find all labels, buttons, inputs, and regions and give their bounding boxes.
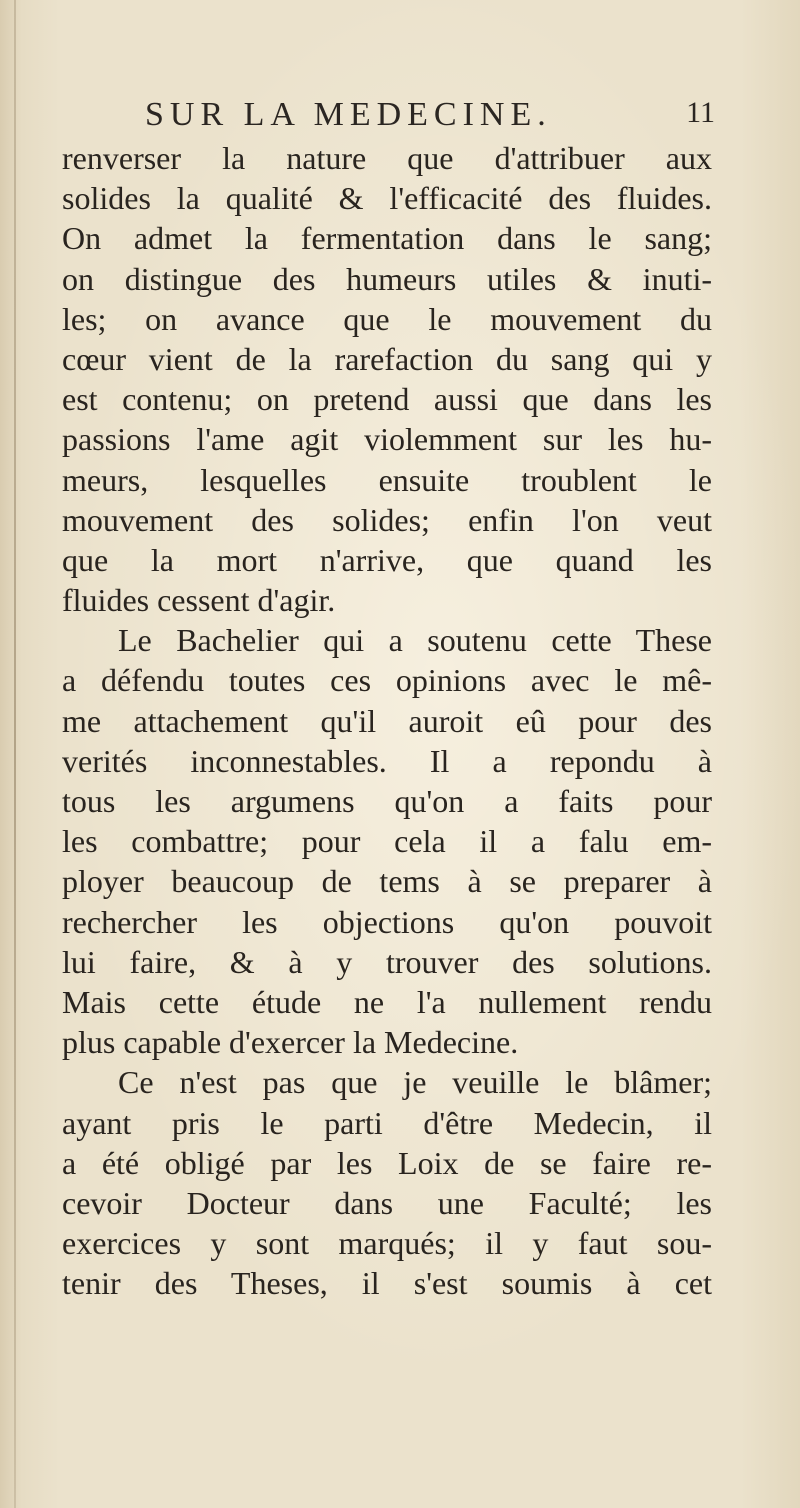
text-line: est contenu; on pretend aussi que dans les bbox=[62, 381, 712, 418]
text-line: plus capable d'exercer la Medecine. bbox=[62, 1024, 519, 1061]
body-text bbox=[62, 138, 712, 1303]
text-line: Le Bachelier qui a soutenu cette These bbox=[118, 622, 712, 659]
text-line: verités inconnestables. Il a repondu à bbox=[62, 742, 712, 779]
page-gutter bbox=[14, 0, 16, 1508]
text-line: cevoir Docteur dans une Faculté; les bbox=[62, 1184, 712, 1221]
text-line: ployer beaucoup de tems à se preparer à bbox=[62, 863, 712, 900]
text-line: cœur vient de la rarefaction du sang qui y bbox=[62, 340, 712, 377]
running-title: SUR LA MEDECINE. bbox=[145, 96, 552, 133]
text-line: a défendu toutes ces opinions avec le mê- bbox=[62, 662, 712, 699]
text-line: Mais cette étude ne l'a nullement rendu bbox=[62, 983, 712, 1020]
text-line: lui faire, & à y trouver des solutions. bbox=[62, 943, 712, 980]
text-line: On admet la fermentation dans le sang; bbox=[62, 220, 712, 257]
page-number: 11 bbox=[686, 96, 715, 129]
text-line: renverser la nature que d'attribuer aux bbox=[62, 140, 712, 176]
text-line: on distingue des humeurs utiles & inuti- bbox=[62, 260, 712, 297]
text-line: meurs, lesquelles ensuite troublent le bbox=[62, 461, 712, 498]
text-line: fluides cessent d'agir. bbox=[62, 582, 336, 619]
text-line: rechercher les objections qu'on pouvoit bbox=[62, 903, 712, 940]
text-line: Ce n'est pas que je veuille le blâmer; bbox=[118, 1064, 712, 1101]
text-line: les; on avance que le mouvement du bbox=[62, 300, 712, 337]
text-line: mouvement des solides; enfin l'on veut bbox=[62, 501, 712, 538]
text-line: passions l'ame agit violemment sur les hu- bbox=[62, 421, 712, 458]
text-line: ayant pris le parti d'être Medecin, il bbox=[62, 1104, 712, 1141]
text-line: solides la qualité & l'efficacité des fluides. bbox=[62, 180, 712, 217]
text-line: exercices y sont marqués; il y faut sou- bbox=[62, 1225, 712, 1262]
text-line: tous les argumens qu'on a faits pour bbox=[62, 783, 712, 819]
text-line: me attachement qu'il auroit eû pour des bbox=[62, 702, 712, 739]
text-line: a été obligé par les Loix de se faire re- bbox=[62, 1144, 712, 1181]
text-line: les combattre; pour cela il a falu em- bbox=[62, 823, 712, 860]
text-line: que la mort n'arrive, que quand les bbox=[62, 541, 712, 578]
text-line: tenir des Theses, il s'est soumis à cet bbox=[62, 1265, 712, 1302]
